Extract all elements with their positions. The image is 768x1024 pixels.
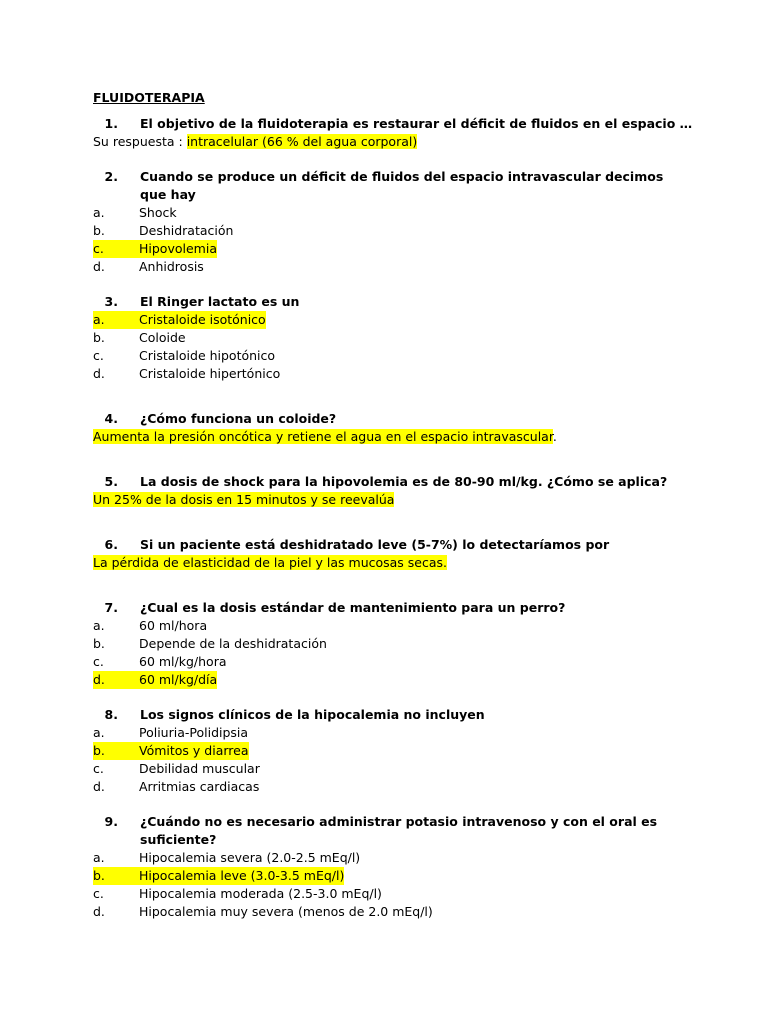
question-5 — [93, 473, 693, 491]
option-text: Vómitos y diarrea — [139, 743, 249, 758]
option-b-correct — [93, 867, 693, 885]
option-text: Anhidrosis — [139, 259, 204, 274]
question-text: ¿Cómo funciona un coloide? — [140, 411, 337, 426]
option-a-correct — [93, 311, 693, 329]
option-text: 60 ml/kg/hora — [139, 654, 227, 669]
highlighted-answer: Aumenta la presión oncótica y retiene el agua en el espacio intravascular — [93, 429, 553, 444]
question-number: 8. — [104, 707, 118, 722]
question-number: 4. — [104, 411, 118, 426]
answer-line — [93, 491, 693, 509]
option-b — [93, 222, 693, 240]
question-text: ¿Cuándo no es necesario administrar potasio intravenoso y con el oral es suficiente? — [140, 814, 658, 847]
highlighted-answer: La pérdida de elasticidad de la piel y las mucosas secas. — [93, 555, 448, 570]
question-number: 2. — [104, 169, 118, 184]
option-text: Debilidad muscular — [139, 761, 260, 776]
answer-tail: . — [552, 429, 557, 444]
question-number: 6. — [104, 537, 118, 552]
question-text: Si un paciente está deshidratado leve (5-7%) lo detectaríamos por — [140, 537, 610, 552]
question-6 — [93, 536, 693, 554]
option-letter: b. — [93, 868, 105, 883]
option-text: Cristaloide hipotónico — [139, 348, 276, 363]
option-letter: b. — [93, 330, 105, 345]
option-letter: d. — [93, 366, 105, 381]
question-9 — [93, 813, 693, 849]
question-8 — [93, 706, 693, 724]
question-1 — [93, 115, 693, 133]
option-letter: c. — [93, 886, 104, 901]
option-text: Poliuria-Polidipsia — [139, 725, 249, 740]
option-text: Hipocalemia muy severa (menos de 2.0 mEq/l) — [139, 904, 433, 919]
question-text: El objetivo de la fluidoterapia es restaurar el déficit de fluidos en el espacio … — [140, 116, 693, 131]
option-text: 60 ml/hora — [139, 618, 208, 633]
option-letter: c. — [93, 348, 104, 363]
option-text: Hipocalemia leve (3.0-3.5 mEq/l) — [139, 868, 345, 883]
answer-prefix: Su respuesta : — [93, 134, 183, 149]
option-text: Cristaloide hipertónico — [139, 366, 281, 381]
document-page — [93, 89, 693, 921]
option-a — [93, 849, 693, 867]
option-letter: d. — [93, 904, 105, 919]
option-d-correct — [93, 671, 693, 689]
question-text: ¿Cual es la dosis estándar de mantenimiento para un perro? — [140, 600, 566, 615]
answer-line — [93, 133, 693, 151]
option-letter: a. — [93, 725, 105, 740]
question-number: 5. — [104, 474, 118, 489]
option-text: Hipovolemia — [139, 241, 217, 256]
option-letter: a. — [93, 618, 105, 633]
option-a — [93, 617, 693, 635]
option-b-correct — [93, 742, 693, 760]
option-letter: d. — [93, 259, 105, 274]
option-letter: a. — [93, 850, 105, 865]
question-text: Los signos clínicos de la hipocalemia no incluyen — [140, 707, 485, 722]
question-number: 3. — [104, 294, 118, 309]
question-7 — [93, 599, 693, 617]
answer-line — [93, 554, 693, 572]
option-text: Hipocalemia moderada (2.5-3.0 mEq/l) — [139, 886, 382, 901]
question-number: 9. — [104, 814, 118, 829]
question-number: 7. — [104, 600, 118, 615]
option-d — [93, 778, 693, 796]
option-letter: b. — [93, 223, 105, 238]
option-letter: c. — [93, 761, 104, 776]
option-c — [93, 347, 693, 365]
option-text: Deshidratación — [139, 223, 234, 238]
option-text: 60 ml/kg/día — [139, 672, 218, 687]
option-d — [93, 903, 693, 921]
option-c-correct — [93, 240, 693, 258]
option-b — [93, 635, 693, 653]
option-d — [93, 365, 693, 383]
option-letter: d. — [93, 779, 105, 794]
option-text: Depende de la deshidratación — [139, 636, 327, 651]
option-text: Cristaloide isotónico — [139, 312, 266, 327]
option-letter: b. — [93, 743, 105, 758]
option-c — [93, 885, 693, 903]
option-letter: c. — [93, 241, 104, 256]
option-letter: b. — [93, 636, 105, 651]
option-c — [93, 760, 693, 778]
question-number: 1. — [104, 116, 118, 131]
highlighted-answer: intracelular (66 % del agua corporal) — [186, 134, 418, 149]
question-2 — [93, 168, 693, 204]
question-4 — [93, 410, 693, 428]
option-letter: a. — [93, 312, 105, 327]
option-letter: c. — [93, 654, 104, 669]
highlighted-answer: Un 25% de la dosis en 15 minutos y se reevalúa — [93, 492, 395, 507]
question-text: Cuando se produce un déficit de fluidos del espacio intravascular decimos que hay — [140, 169, 664, 202]
option-text: Coloide — [139, 330, 186, 345]
option-a — [93, 204, 693, 222]
option-letter: a. — [93, 205, 105, 220]
option-b — [93, 329, 693, 347]
option-text: Hipocalemia severa (2.0-2.5 mEq/l) — [139, 850, 361, 865]
question-text: La dosis de shock para la hipovolemia es de 80-90 ml/kg. ¿Cómo se aplica? — [140, 474, 668, 489]
option-c — [93, 653, 693, 671]
option-text: Arritmias cardiacas — [139, 779, 260, 794]
document-title: FLUIDOTERAPIA — [93, 90, 205, 105]
question-3 — [93, 293, 693, 311]
option-text: Shock — [139, 205, 177, 220]
option-a — [93, 724, 693, 742]
question-text: El Ringer lactato es un — [140, 294, 300, 309]
answer-line — [93, 428, 693, 446]
option-letter: d. — [93, 672, 105, 687]
option-d — [93, 258, 693, 276]
